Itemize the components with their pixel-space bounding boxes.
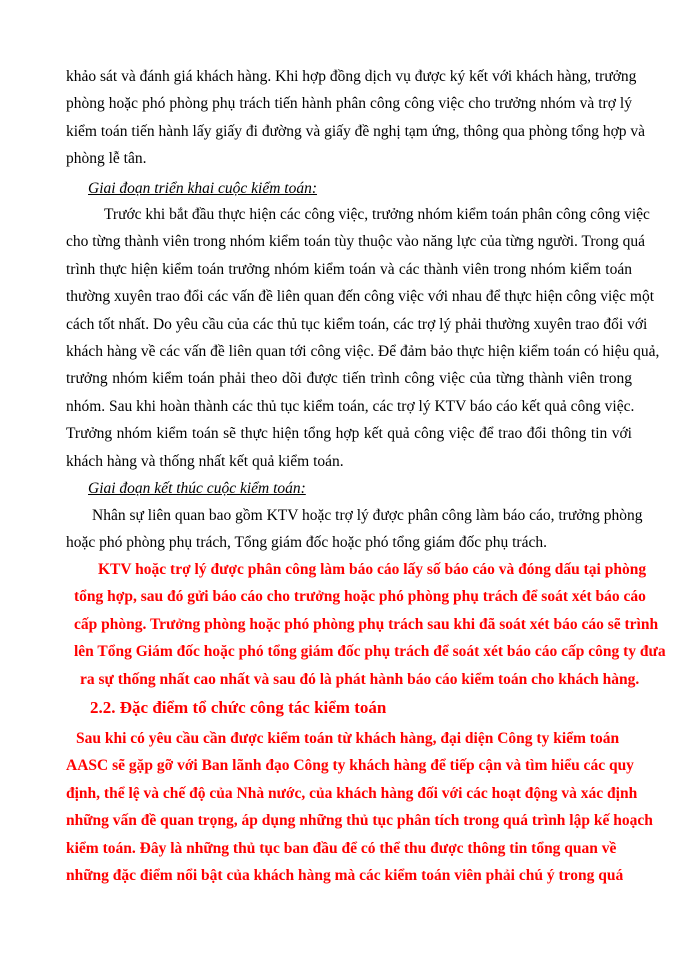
text-line: cách tốt nhất. Do yêu cầu của các thủ tục kiểm toán, các trợ lý phải thường xuyên trao đổi với: [66, 315, 648, 333]
text-line: kiểm toán tiến hành lấy giấy đi đường và giấy đề nghị tạm ứng, thông qua phòng tổng hợp và: [66, 122, 646, 140]
text-line: trưởng nhóm kiểm toán phải theo dõi được tiến trình công việc của từng thành viên trong: [66, 370, 632, 388]
text-line: khách hàng và thống nhất kết quả kiểm toán.: [66, 452, 344, 470]
paragraph-ket-thuc: [66, 502, 643, 557]
text-line: AASC sẽ gặp gỡ với Ban lãnh đạo Công ty khách hàng để tiếp cận và tìm hiểu các quy: [66, 757, 634, 775]
text-line: Trưởng nhóm kiểm toán sẽ thực hiện tổng hợp kết quả công việc để trao đổi thông tin với: [66, 425, 632, 443]
text-line: kiểm toán. Đây là những thủ tục ban đầu để có thể thu được thông tin tổng quan về: [66, 839, 617, 857]
text-line: hoặc phó phòng phụ trách, Tổng giám đốc hoặc phó tổng giám đốc phụ trách.: [66, 534, 547, 552]
text-line: KTV hoặc trợ lý được phân công làm báo cáo lấy số báo cáo và đóng dấu tại phòng: [98, 561, 647, 578]
text-line: những đặc điểm nổi bật của khách hàng mà các kiểm toán viên phải chú ý trong quá: [66, 867, 624, 885]
text-line: Nhân sự liên quan bao gồm KTV hoặc trợ lý được phân công làm báo cáo, trưởng phòng: [92, 507, 643, 524]
section-title: 2.2. Đặc điểm tổ chức công tác kiểm toán: [90, 698, 387, 717]
paragraph-trien-khai: [66, 201, 660, 475]
text-line: cấp phòng. Trưởng phòng hoặc phó phòng phụ trách sau khi đã soát xét báo cáo sẽ trình: [74, 615, 659, 633]
text-line: tổng hợp, sau đó gửi báo cáo cho trưởng hoặc phó phòng phụ trách để soát xét báo cáo: [74, 588, 646, 606]
paragraph-intro: [66, 63, 646, 173]
text-line: định, thể lệ và chế độ của Nhà nước, của khách hàng đối với các hoạt động và xác định: [66, 784, 638, 802]
text-line: Trước khi bắt đầu thực hiện các công việc, trưởng nhóm kiểm toán phân công công việc: [104, 206, 650, 223]
text-line: phòng hoặc phó phòng phụ trách tiến hành phân công công việc cho trưởng nhóm và trợ lý: [66, 95, 632, 113]
text-line: Sau khi có yêu cầu cần được kiểm toán từ khách hàng, đại diện Công ty kiểm toán: [76, 730, 620, 747]
text-line: lên Tổng Giám đốc hoặc phó tổng giám đốc phụ trách để soát xét báo cáo cấp công ty đưa: [74, 643, 666, 661]
text-line: khách hàng về các vấn đề liên quan tới công việc. Để đảm bảo thực hiện kiểm toán có hiệu quả,: [66, 343, 660, 361]
text-line: thường xuyên trao đổi các vấn đề liên quan đến công việc với nhau để thực hiện công việc một: [66, 288, 655, 306]
paragraph-phat-hanh-bao-cao: [74, 556, 666, 693]
text-line: phòng lễ tân.: [66, 150, 147, 168]
heading-trien-khai: Giai đoạn triển khai cuộc kiểm toán:: [88, 180, 318, 197]
text-line: cho từng thành viên trong nhóm kiểm toán tùy thuộc vào năng lực của từng người. Trong quá: [66, 233, 646, 251]
text-line: trình thực hiện kiểm toán trưởng nhóm kiểm toán và các thành viên trong nhóm kiểm toán: [66, 260, 632, 278]
text-line: khảo sát và đánh giá khách hàng. Khi hợp đồng dịch vụ được ký kết với khách hàng, trưởng: [66, 68, 637, 85]
text-line: những vấn đề quan trọng, áp dụng những thủ tục phân tích trong quá trình lập kế hoạch: [66, 812, 653, 830]
heading-ket-thuc: Giai đoạn kết thúc cuộc kiểm toán:: [88, 480, 306, 497]
text-line: ra sự thống nhất cao nhất và sau đó là phát hành báo cáo kiểm toán cho khách hàng.: [80, 670, 640, 688]
text-line: nhóm. Sau khi hoàn thành các thủ tục kiểm toán, các trợ lý KTV báo cáo kết quả công việc.: [66, 397, 635, 415]
paragraph-to-chuc-kiem-toan: [66, 725, 653, 889]
